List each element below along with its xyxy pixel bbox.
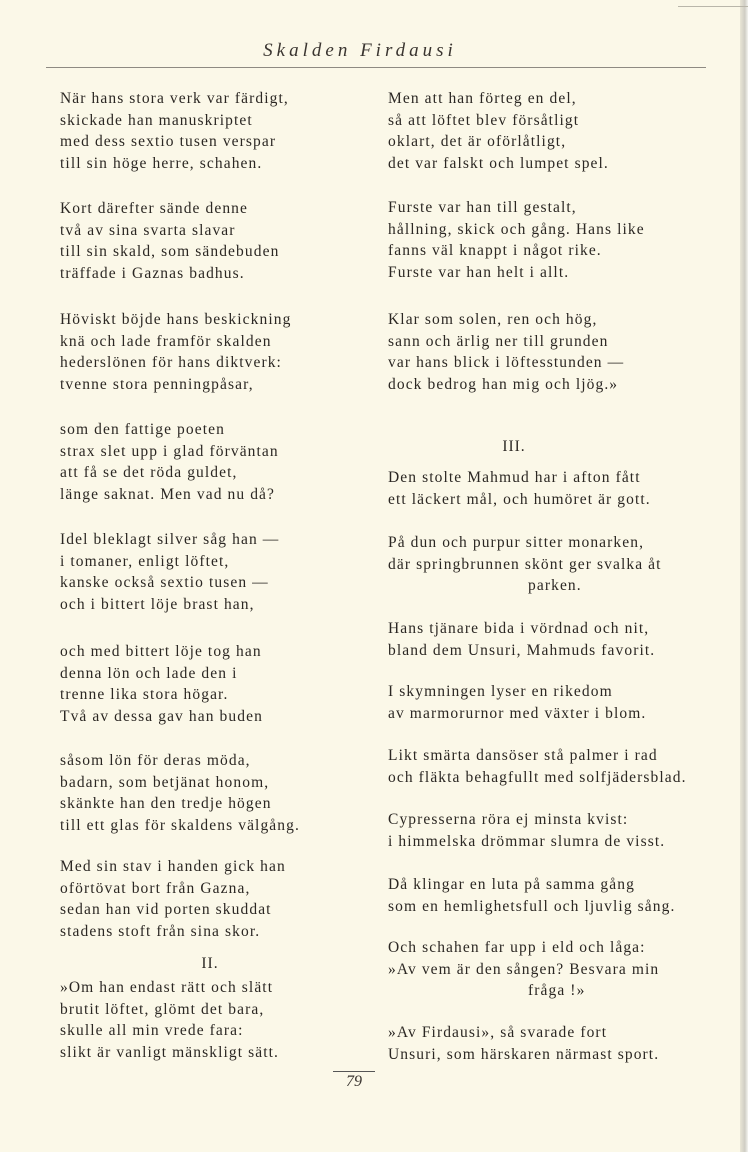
- verse-line: »Om han endast rätt och slätt: [60, 979, 274, 996]
- verse-line: kanske också sextio tusen —: [60, 574, 269, 592]
- verse-line: träffade i Gaznas badhus.: [60, 264, 245, 282]
- stanza: [388, 88, 609, 174]
- verse-line: till sin skald, som sändebuden: [60, 243, 280, 261]
- stanza: [60, 750, 300, 836]
- stanza: [388, 1022, 659, 1065]
- verse-line: fanns väl knappt i något rike.: [388, 242, 602, 260]
- verse-line: Hans tjänare bida i vördnad och nit,: [388, 620, 650, 637]
- stanza: [60, 641, 263, 727]
- section-heading-iii: III.: [502, 438, 526, 455]
- verse-line: Likt smärta dansöser stå palmer i rad: [388, 747, 658, 764]
- stanza: [388, 309, 624, 395]
- page-edge: [740, 0, 748, 1152]
- verse-line: skulle all min vrede fara:: [60, 1022, 244, 1040]
- verse-line: det var falskt och lumpet spel.: [388, 154, 609, 172]
- verse-line: Klar som solen, ren och hög,: [388, 311, 598, 328]
- verse-line: brutit löftet, glömt det bara,: [60, 1000, 265, 1018]
- verse-line: När hans stora verk var färdigt,: [60, 90, 289, 107]
- verse-line: såsom lön för deras möda,: [60, 752, 251, 769]
- verse-line: Furste var han helt i allt.: [388, 263, 570, 281]
- verse-line: två av sina svarta slavar: [60, 221, 236, 239]
- page-corner-mark: [678, 0, 748, 7]
- verse-line: På dun och purpur sitter monarken,: [388, 534, 645, 551]
- verse-line: Den stolte Mahmud har i afton fått: [388, 469, 641, 486]
- verse-line: Men att han förteg en del,: [388, 90, 577, 107]
- verse-line: hållning, skick och gång. Hans like: [388, 220, 645, 238]
- verse-line: av marmorurnor med växter i blom.: [388, 704, 647, 722]
- verse-line: med dess sextio tusen verspar: [60, 133, 277, 151]
- verse-line: dock bedrog han mig och ljög.»: [388, 375, 619, 393]
- verse-line: »Av vem är den sången? Besvara min: [388, 960, 660, 978]
- header-rule: [46, 67, 706, 68]
- verse-line: till ett glas för skaldens välgång.: [60, 816, 300, 834]
- verse-line: Furste var han till gestalt,: [388, 199, 577, 216]
- verse-line: i himmelska drömmar slumra de visst.: [388, 832, 666, 850]
- verse-line: som den fattige poeten: [60, 421, 225, 438]
- stanza: [60, 419, 279, 505]
- verse-line: tvenne stora penningpåsar,: [60, 375, 254, 393]
- verse-line: oklart, det är oförlåtligt,: [388, 133, 567, 151]
- stanza: [60, 198, 279, 284]
- verse-line: och i bittert löje brast han,: [60, 595, 255, 613]
- verse-line: I skymningen lyser en rikedom: [388, 683, 613, 700]
- verse-line: stadens stoft från sina skor.: [60, 922, 261, 940]
- stanza: [388, 618, 655, 661]
- page-number: 79: [333, 1071, 375, 1091]
- stanza: [388, 937, 659, 1002]
- verse-line: att få se det röda guldet,: [60, 464, 238, 482]
- verse-line: och med bittert löje tog han: [60, 643, 262, 660]
- section-heading-ii: II.: [201, 955, 219, 972]
- stanza: [388, 532, 662, 597]
- stanza: [388, 467, 651, 510]
- verse-line: bland dem Unsuri, Mahmuds favorit.: [388, 641, 656, 659]
- verse-line: Unsuri, som härskaren närmast sport.: [388, 1045, 660, 1063]
- verse-line: parken.: [528, 577, 582, 595]
- stanza: [388, 874, 675, 917]
- stanza: [60, 88, 289, 174]
- verse-line: knä och lade framför skalden: [60, 332, 272, 350]
- verse-line: som en hemlighetsfull och ljuvlig sång.: [388, 897, 676, 915]
- verse-line: sedan han vid porten skuddat: [60, 901, 272, 919]
- stanza: [388, 681, 646, 724]
- stanza: [388, 745, 687, 788]
- verse-line: ett läckert mål, och humöret är gott.: [388, 490, 651, 508]
- verse-line: skickade han manuskriptet: [60, 111, 253, 129]
- verse-line: och fläkta behagfullt med solfjädersblad.: [388, 768, 687, 786]
- verse-line: i tomaner, enligt löftet,: [60, 552, 230, 570]
- verse-line: denna lön och lade den i: [60, 664, 238, 682]
- verse-line: strax slet upp i glad förväntan: [60, 442, 279, 460]
- running-title: Skalden Firdausi: [263, 40, 457, 61]
- verse-line: badarn, som betjänat honom,: [60, 773, 270, 791]
- stanza: [60, 529, 279, 615]
- verse-line: Då klingar en luta på samma gång: [388, 876, 635, 893]
- verse-line: Cypresserna röra ej minsta kvist:: [388, 811, 629, 828]
- verse-line: skänkte han den tredje högen: [60, 795, 272, 813]
- verse-line: Kort därefter sände denne: [60, 200, 249, 217]
- verse-line: fråga !»: [528, 982, 586, 1000]
- verse-line: hederslönen för hans diktverk:: [60, 354, 282, 372]
- verse-line: så att löftet blev försåtligt: [388, 111, 580, 129]
- verse-line: slikt är vanligt mänskligt sätt.: [60, 1043, 280, 1061]
- verse-line: sann och ärlig ner till grunden: [388, 332, 609, 350]
- verse-line: Höviskt böjde hans beskickning: [60, 311, 292, 328]
- verse-line: till sin höge herre, schahen.: [60, 154, 263, 172]
- verse-line: Idel bleklagt silver såg han —: [60, 531, 280, 548]
- stanza: [60, 309, 291, 395]
- stanza: [388, 809, 665, 852]
- verse-line: »Av Firdausi», så svarade fort: [388, 1024, 608, 1041]
- stanza: [60, 977, 279, 1063]
- verse-line: länge saknat. Men vad nu då?: [60, 485, 276, 503]
- verse-line: var hans blick i löftesstunden —: [388, 354, 625, 372]
- stanza: [60, 856, 286, 942]
- verse-line: trenne lika stora högar.: [60, 686, 229, 704]
- verse-line: Och schahen far upp i eld och låga:: [388, 939, 646, 956]
- stanza: [388, 197, 645, 283]
- verse-line: Två av dessa gav han buden: [60, 707, 263, 725]
- verse-line: oförtövat bort från Gazna,: [60, 879, 251, 897]
- verse-line: där springbrunnen skönt ger svalka åt: [388, 555, 662, 573]
- verse-line: Med sin stav i handen gick han: [60, 858, 286, 875]
